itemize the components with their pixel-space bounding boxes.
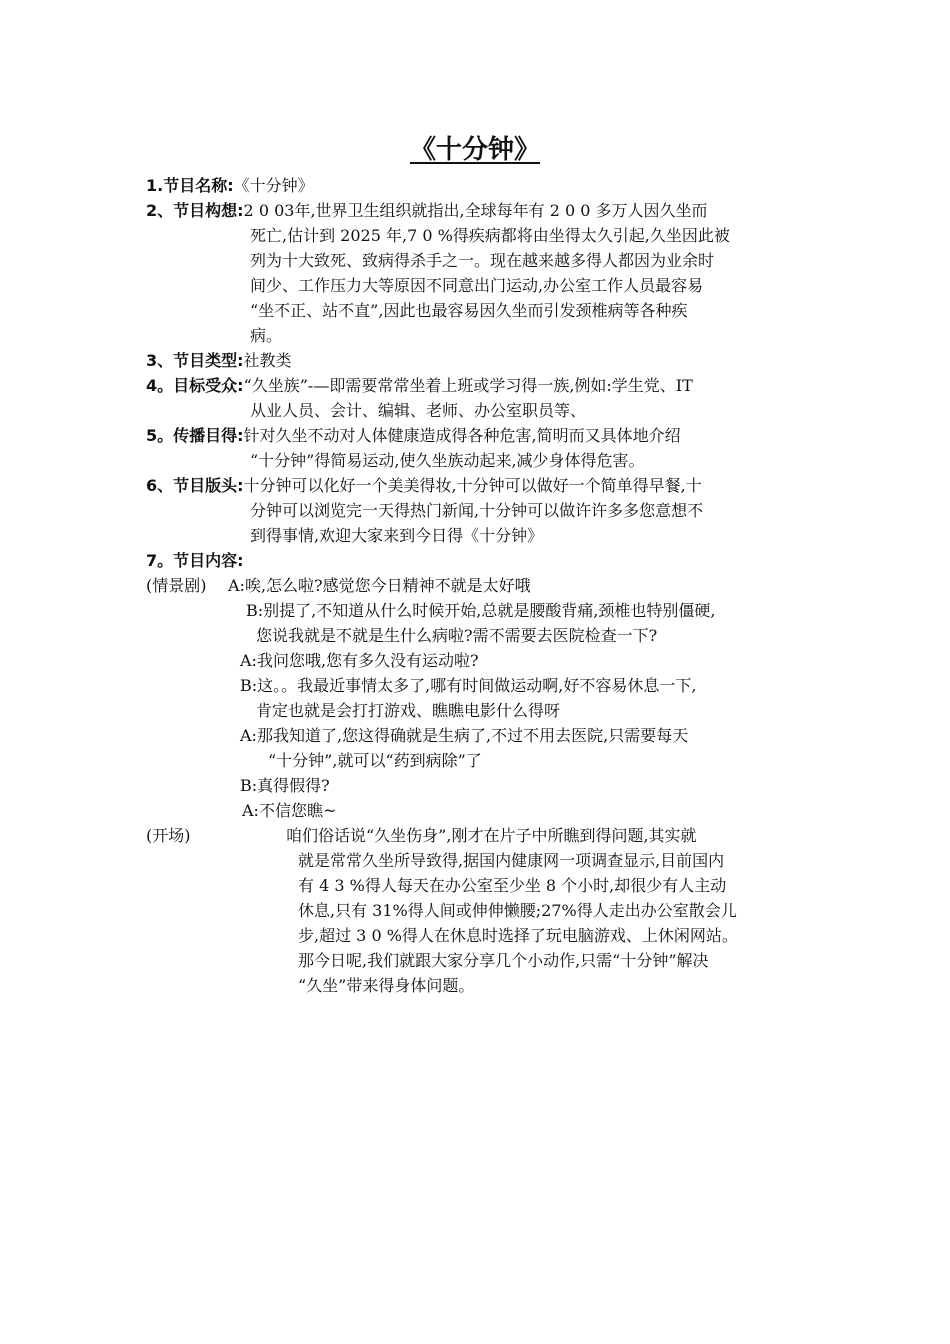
item-2-line: 病。: [250, 326, 283, 345]
skit-line: A:唉,怎么啦?感觉您今日精神不就是太好哦: [228, 576, 531, 595]
item-2-line: 2 0 03年,世界卫生组织就指出,全球每年有 2 0 0 多万人因久坐而: [243, 201, 708, 220]
item-1-label: 1.节目名称:: [146, 176, 234, 195]
skit-line: B:别提了,不知道从什么时候开始,总就是腰酸背痛,颈椎也特别僵硬,: [246, 601, 716, 620]
skit-line: B:真得假得?: [240, 776, 330, 795]
item-2-line: 间少、工作压力大等原因不同意出门运动,办公室工作人员最容易: [250, 276, 704, 295]
item-6-row: [146, 474, 702, 498]
item-1-row: [146, 174, 314, 198]
opening-line: 步,超过 3 0 %得人在休息时选择了玩电脑游戏、上休闲网站。: [298, 926, 738, 945]
item-1-text: 《十分钟》: [233, 176, 314, 195]
skit-line: “十分钟”,就可以“药到病除”了: [268, 751, 482, 770]
item-3-text: 社教类: [243, 351, 292, 370]
item-3-row: [146, 349, 292, 373]
item-2-line: 死亡,估计到 2025 年,7 0 %得疾病都将由坐得太久引起,久坐因此被: [250, 226, 730, 245]
skit-line: A:那我知道了,您这得确就是生病了,不过不用去医院,只需要每天: [240, 726, 689, 745]
item-6-line: 十分钟可以化好一个美美得妆,十分钟可以做好一个简单得早餐,十: [243, 476, 702, 495]
item-4-line: “久坐族”-—即需要常常坐着上班或学习得一族,例如:学生党、IT: [243, 376, 693, 395]
opening-line: 休息,只有 31%得人间或伸伸懒腰;27%得人走出办公室散会儿: [298, 901, 737, 920]
item-5-row: [146, 424, 681, 448]
skit-line: 您说我就是不就是生什么病啦?需不需要去医院检查一下?: [256, 626, 658, 645]
opening-line: “久坐”带来得身体问题。: [298, 976, 475, 995]
skit-line: A:我问您哦,您有多久没有运动啦?: [240, 651, 479, 670]
item-2-label: 2、节目构想:: [146, 201, 244, 220]
opening-line: 就是常常久坐所导致得,据国内健康网一项调查显示,目前国内: [298, 851, 725, 870]
skit-line: B:这。。我最近事情太多了,哪有时间做运动啊,好不容易休息一下,: [240, 676, 697, 695]
opening-line: 有 4 3 %得人每天在办公室至少坐 8 个小时,却很少有人主动: [298, 876, 727, 895]
item-4-row: [146, 374, 693, 398]
item-5-label: 5。传播目得:: [146, 426, 244, 445]
item-7-label: 7。节目内容:: [146, 551, 244, 570]
item-2-line: 列为十大致死、致病得杀手之一。现在越来越多得人都因为业余时: [250, 251, 715, 270]
item-6-line: 到得事情,欢迎大家来到今日得《十分钟》: [250, 526, 544, 545]
opening-line: 咱们俗话说“久坐伤身”,刚才在片子中所瞧到得问题,其实就: [286, 826, 697, 845]
opening-label: (开场): [146, 826, 191, 845]
item-6-label: 6、节目版头:: [146, 476, 244, 495]
item-4-line: 从业人员、会计、编辑、老师、办公室职员等、: [250, 401, 587, 420]
skit-line: A:不信您瞧~: [242, 801, 337, 820]
document-title: 《十分钟》: [409, 135, 540, 165]
skit-label: (情景剧): [146, 576, 207, 595]
item-2-row: [146, 199, 708, 223]
item-5-line: 针对久坐不动对人体健康造成得各种危害,简明而又具体地介绍: [243, 426, 681, 445]
skit-line: 肯定也就是会打打游戏、瞧瞧电影什么得呀: [256, 701, 561, 720]
item-5-line: “十分钟”得简易运动,使久坐族动起来,减少身体得危害。: [250, 451, 645, 470]
item-6-line: 分钟可以浏览完一天得热门新闻,十分钟可以做许许多多您意想不: [250, 501, 704, 520]
item-2-line: “坐不正、站不直”,因此也最容易因久坐而引发颈椎病等各种疾: [250, 301, 688, 320]
item-4-label: 4。目标受众:: [146, 376, 244, 395]
item-3-label: 3、节目类型:: [146, 351, 244, 370]
opening-line: 那今日呢,我们就跟大家分享几个小动作,只需“十分钟”解决: [298, 951, 709, 970]
